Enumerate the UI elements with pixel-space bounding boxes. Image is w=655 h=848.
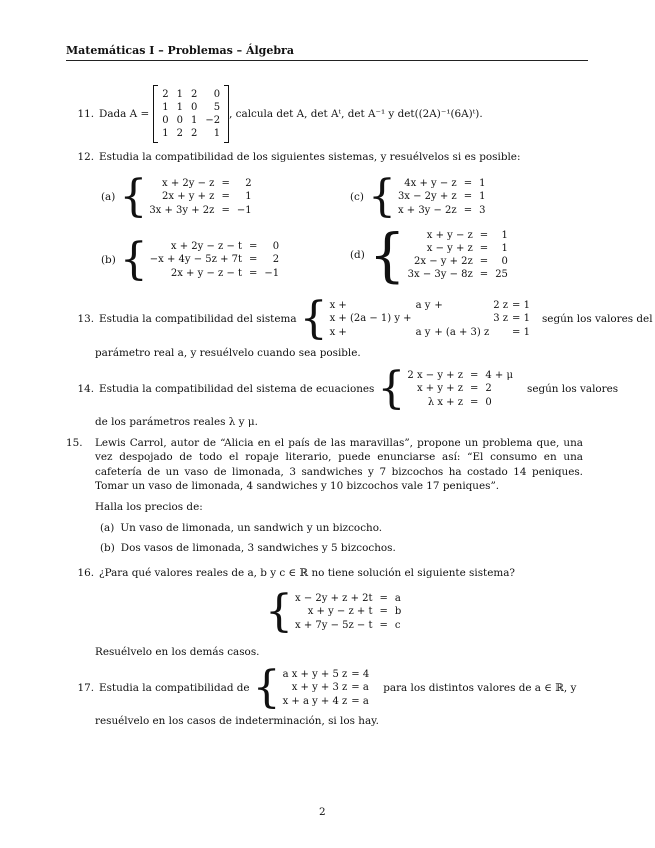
- system-d: [350, 221, 510, 289]
- equation-cell: x +: [329, 326, 347, 338]
- equation-system: [148, 240, 281, 280]
- equation-cell: [432, 312, 491, 325]
- equation-cell: x +: [329, 300, 347, 312]
- left-brace: {: [119, 234, 148, 285]
- equation-cell: λ x + z: [427, 396, 463, 408]
- problem-17-line2: resuélvelo en los casos de indeterminación, si los hay.: [95, 715, 379, 727]
- equation-row: [328, 312, 532, 325]
- matrix-cell: 0: [176, 115, 183, 126]
- equation-cell: 3x − 3y − 8z: [407, 269, 473, 281]
- equation-cell: 1: [501, 242, 508, 254]
- page-header-title: Matemáticas I – Problemas – Álgebra: [66, 44, 294, 57]
- list-item: [100, 521, 382, 535]
- problem-16-text: ¿Para qué valores reales de a, b y c ∈ ℝ no tiene solución el siguiente sistema?: [99, 567, 515, 579]
- equation-cell: x + 2y − z: [162, 178, 215, 190]
- equation-cell: 2x + y + z: [162, 191, 215, 203]
- page-number: 2: [319, 806, 326, 818]
- equation-cell: =: [379, 619, 388, 631]
- problem-17-tail: para los distintos valores de a ∈ ℝ, y: [383, 681, 577, 694]
- equation-cell: 2: [485, 383, 492, 395]
- equation-row: [293, 592, 403, 605]
- equation-cell: 4 + μ: [485, 370, 513, 382]
- equation-row: [406, 255, 510, 268]
- list-item-text: Un vaso de limonada, un sandwich y un bizcocho.: [120, 522, 383, 534]
- equation-cell: a: [394, 593, 401, 605]
- equation-cell: x + 3y − 2z: [397, 204, 457, 216]
- problem-11-tail: , calcula det A, det Aᵗ, det A⁻¹ y det((2A)⁻¹(6A)ᵗ).: [229, 107, 483, 120]
- header-rule: [66, 60, 588, 61]
- equation-cell: x + y − z + t: [307, 606, 373, 618]
- matrix-row: [158, 88, 224, 101]
- equation-cell: 3: [479, 204, 486, 216]
- equation-cell: a y: [415, 300, 431, 312]
- equation-cell: +: [434, 300, 443, 312]
- equation-system: [147, 177, 253, 217]
- equation-row: [328, 326, 532, 339]
- equation-cell: x − y + z: [426, 242, 473, 254]
- problem-14-line2: de los parámetros reales λ y μ.: [95, 416, 258, 428]
- equation-cell: 25: [495, 269, 508, 281]
- equation-cell: −1: [264, 267, 280, 279]
- equation-cell: 4x + y − z: [404, 178, 457, 190]
- equation-cell: x + 2y − z − t: [170, 241, 243, 253]
- equation-system: [293, 592, 403, 632]
- equation-cell: a y: [415, 326, 431, 338]
- equation-row: [281, 668, 372, 681]
- equation-cell: = 1: [512, 326, 530, 338]
- equation-cell: + (a + 3) z: [434, 326, 490, 338]
- problem-13-tail: según los valores del: [541, 312, 653, 325]
- equation-row: [281, 681, 372, 694]
- equation-row: [293, 605, 403, 618]
- equation-cell: x + 7y − 5z − t: [295, 619, 373, 631]
- equation-cell: =: [479, 229, 489, 241]
- equation-system: [281, 668, 372, 708]
- system-label: (d): [350, 248, 365, 261]
- equation-row: [293, 619, 403, 632]
- problem-number: 11.: [77, 107, 94, 120]
- equation-cell: =: [469, 396, 479, 408]
- matrix-cell: 1: [176, 102, 183, 113]
- equation-cell: 2x + y − z − t: [170, 267, 243, 279]
- left-brace: {: [368, 221, 406, 289]
- matrix-cell: 1: [190, 115, 198, 126]
- problem-15-text: Lewis Carrol, autor de “Alicia en el país de las maravillas”, propone un problema que, una vez despojado de todo el ropaje literario, puede enunciarse así: “El consumo en una cafetería de un vaso de limonada, 3 sandwiches y 7 bizcochos ha costado 14 peniques. Tomar un vaso de limonada, 4 sandwiches y 10 bizcochos vale 17 peniques”.: [95, 437, 583, 493]
- equation-cell: b: [394, 606, 402, 618]
- equation-cell: 1: [501, 229, 508, 241]
- equation-cell: 3x − 2y + z: [397, 191, 457, 203]
- matrix-cell: 2: [176, 128, 183, 139]
- problem-12: [66, 150, 520, 164]
- equation-row: [147, 190, 253, 203]
- equation-cell: −1: [236, 204, 252, 216]
- list-item-text: Dos vasos de limonada, 3 sandwiches y 5 bizcochos.: [120, 542, 396, 554]
- system-c: [350, 171, 487, 222]
- equation-cell: 0: [485, 396, 492, 408]
- system-a: [101, 171, 254, 222]
- equation-cell: =: [249, 254, 258, 266]
- problem-15-ask: Halla los precios de:: [95, 501, 203, 513]
- matrix-A: [158, 88, 224, 140]
- equation-system: [328, 299, 532, 339]
- matrix-cell: 5: [213, 102, 221, 113]
- equation-row: [148, 267, 281, 280]
- matrix-row: [158, 127, 224, 140]
- matrix-cell: 0: [162, 115, 169, 126]
- problem-17-lead: Estudia la compatibilidad de: [99, 681, 250, 694]
- equation-row: [147, 177, 253, 190]
- matrix-cell: 0: [213, 89, 221, 100]
- problem-15-number: 15.: [66, 437, 83, 449]
- left-brace: {: [252, 662, 281, 713]
- equation-cell: 1: [479, 191, 486, 203]
- equation-system: [405, 369, 515, 409]
- equation-cell: =: [479, 242, 489, 254]
- equation-cell: = 1: [512, 313, 530, 325]
- equation-cell: 2: [245, 178, 252, 190]
- equation-cell: =: [221, 204, 230, 216]
- problem-13-lead: Estudia la compatibilidad del sistema: [99, 312, 297, 325]
- equation-row: [148, 253, 281, 266]
- problem-11: [66, 85, 483, 143]
- matrix-cell: 1: [213, 128, 221, 139]
- list-item: [100, 541, 396, 555]
- equation-cell: −x + 4y − 5z + 7t: [149, 254, 243, 266]
- equation-row: [405, 382, 515, 395]
- equation-cell: = a: [351, 695, 369, 707]
- matrix-cell: 2: [190, 128, 198, 139]
- matrix-cell: 2: [162, 89, 169, 100]
- problem-number: 14.: [77, 382, 94, 395]
- matrix-row: [158, 114, 224, 127]
- equation-cell: 0: [272, 241, 280, 253]
- matrix-cell: 1: [162, 128, 169, 139]
- equation-row: [147, 204, 253, 217]
- equation-row: [406, 229, 510, 242]
- list-item-label: (a): [100, 522, 115, 534]
- matrix-cell: −2: [205, 115, 221, 126]
- list-item-label: (b): [100, 542, 115, 554]
- equation-row: [281, 695, 372, 708]
- equation-cell: 1: [245, 191, 252, 203]
- equation-row: [406, 268, 510, 281]
- equation-cell: a x + y + 5 z: [282, 669, 348, 681]
- equation-row: [396, 190, 488, 203]
- system-label: (c): [350, 190, 364, 203]
- left-brace: {: [265, 586, 293, 637]
- equation-system: [396, 177, 488, 217]
- equation-row: [396, 204, 488, 217]
- problem-13-line2: parámetro real a, y resuélvelo cuando sea posible.: [95, 347, 361, 359]
- equation-cell: =: [379, 593, 388, 605]
- equation-cell: x + a y + 4 z: [282, 695, 348, 707]
- problem-17: [66, 662, 577, 713]
- equation-cell: = 1: [512, 300, 530, 312]
- equation-row: [396, 177, 488, 190]
- left-brace: {: [377, 363, 406, 414]
- matrix-cell: 2: [190, 89, 198, 100]
- equation-cell: =: [469, 383, 479, 395]
- equation-cell: =: [379, 606, 388, 618]
- equation-cell: 0: [501, 256, 508, 267]
- problem-number: 12.: [77, 151, 94, 163]
- equation-row: [405, 369, 515, 382]
- equation-cell: =: [463, 178, 473, 190]
- problem-14-lead: Estudia la compatibilidad del sistema de ecuaciones: [99, 382, 375, 395]
- matrix-row: [158, 101, 224, 114]
- equation-cell: x + y − z: [426, 229, 473, 241]
- left-brace: {: [299, 293, 328, 344]
- equation-cell: [414, 312, 433, 325]
- problem-14: [66, 363, 619, 414]
- equation-cell: =: [463, 191, 473, 203]
- equation-cell: 3x + 3y + 2z: [149, 204, 215, 216]
- equation-row: [148, 240, 281, 253]
- equation-cell: =: [249, 267, 258, 279]
- equation-cell: x + y + 3 z: [291, 682, 348, 694]
- equation-cell: =: [479, 256, 489, 267]
- equation-cell: =: [479, 269, 489, 281]
- system-label: (b): [101, 253, 116, 266]
- matrix-cell: 1: [176, 89, 183, 100]
- matrix-cell: 1: [162, 102, 169, 113]
- equation-row: [406, 242, 510, 255]
- problem-12-text: Estudia la compatibilidad de los siguientes sistemas, y resuélvelos si es posible:: [99, 151, 521, 163]
- equation-cell: 1: [479, 178, 486, 190]
- equation-cell: 3 z: [493, 313, 509, 325]
- equation-row: [328, 299, 532, 312]
- equation-cell: =: [463, 204, 473, 216]
- problem-16: [66, 566, 515, 580]
- equation-cell: x + y + z: [416, 383, 463, 395]
- problem-14-tail: según los valores: [526, 382, 619, 395]
- equation-cell: 2 x − y + z: [407, 370, 463, 382]
- problem-number: 13.: [77, 312, 94, 325]
- equation-cell: =: [221, 191, 230, 203]
- equation-cell: x − 2y + z + 2t: [295, 593, 373, 605]
- equation-system: [406, 229, 510, 282]
- matrix-cell: 0: [190, 102, 198, 113]
- equation-cell: =: [469, 370, 479, 382]
- equation-cell: 2x − y + 2z: [414, 256, 473, 267]
- problem-16-after: Resuélvelo en los demás casos.: [95, 646, 260, 658]
- problem-13: [66, 293, 653, 344]
- system-16: [265, 586, 403, 637]
- equation-cell: =: [221, 178, 230, 190]
- equation-cell: = a: [351, 682, 369, 694]
- equation-cell: = 4: [351, 669, 370, 681]
- left-brace: {: [119, 171, 148, 222]
- equation-row: [405, 396, 515, 409]
- equation-cell: [491, 326, 510, 339]
- system-b: [101, 234, 281, 285]
- system-label: (a): [101, 190, 116, 203]
- left-brace: {: [367, 171, 396, 222]
- problem-11-lead: Dada A =: [99, 107, 150, 120]
- equation-cell: 2 z: [493, 300, 509, 312]
- equation-cell: c: [394, 619, 401, 631]
- problem-number: 16.: [77, 567, 94, 579]
- problem-number: 17.: [77, 681, 94, 694]
- equation-cell: x + (2a − 1) y +: [329, 313, 412, 325]
- equation-cell: =: [249, 241, 258, 253]
- equation-cell: 2: [272, 254, 280, 266]
